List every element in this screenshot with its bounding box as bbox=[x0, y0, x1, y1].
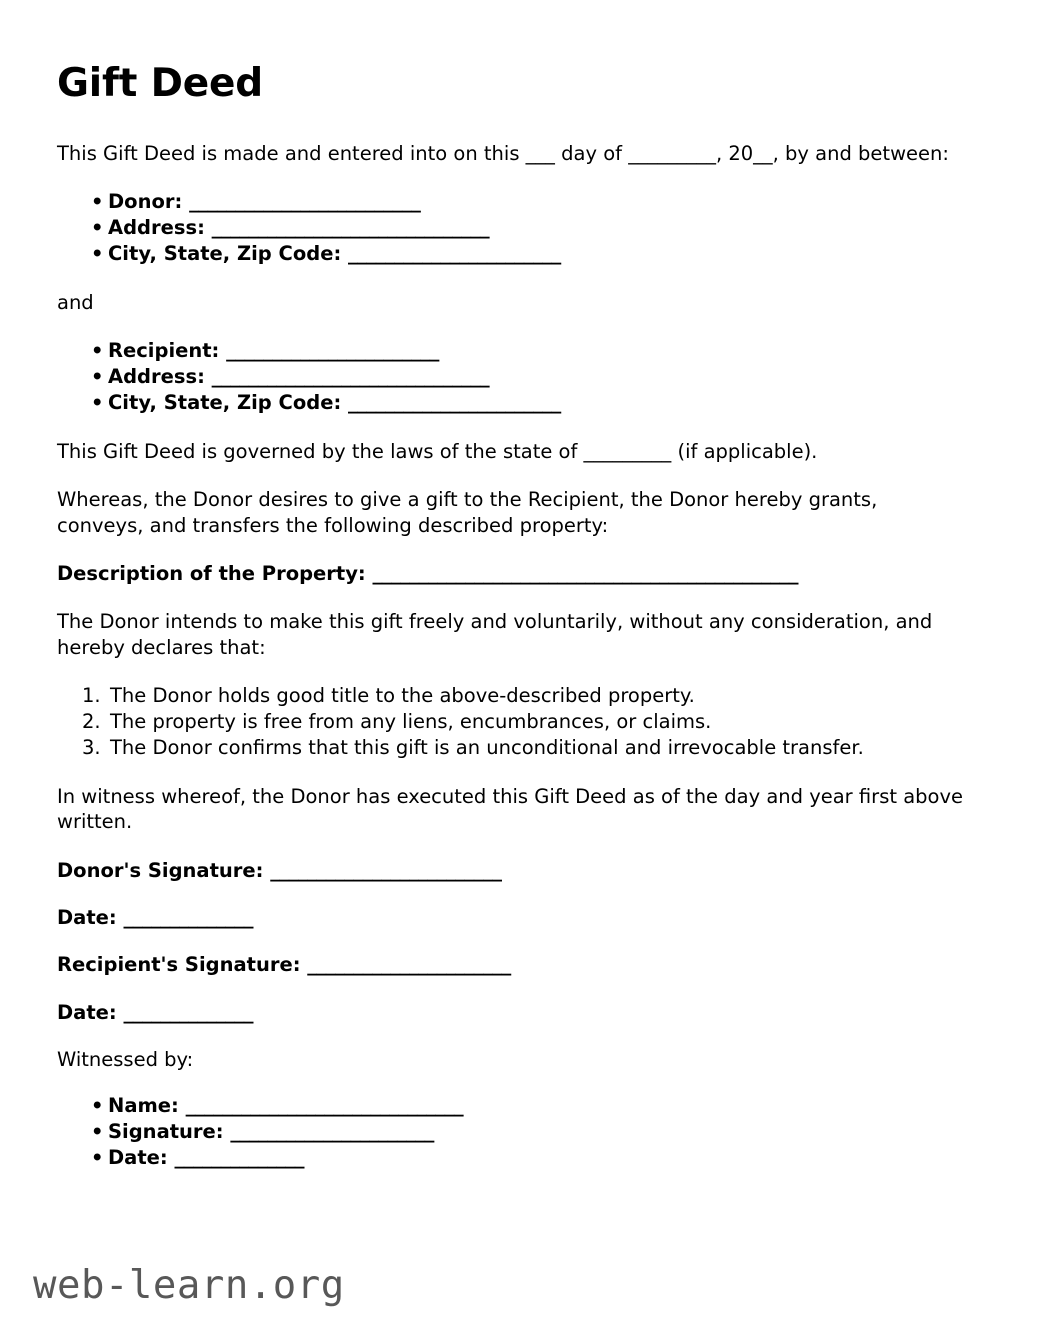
conjunction-and: and bbox=[57, 290, 94, 314]
witness-date-label: Date: bbox=[108, 1146, 168, 1170]
recipient-signature-label: Recipient's Signature: bbox=[57, 953, 301, 977]
donor-signature-label: Donor's Signature: bbox=[57, 858, 264, 882]
recipient-signature-blank: ______________________ bbox=[307, 953, 511, 977]
donor-address-blank: ______________________________ bbox=[211, 216, 490, 240]
declaration-list bbox=[57, 683, 964, 761]
donor-signature-blank: _________________________ bbox=[270, 858, 502, 882]
property-description-blank: ______________________________________________ bbox=[372, 562, 799, 586]
witness-whereof-paragraph: In witness whereof, the Donor has executed this Gift Deed as of the day and year first above written. bbox=[57, 784, 963, 834]
list-item bbox=[57, 1093, 964, 1119]
witness-date-blank: ______________ bbox=[174, 1146, 304, 1170]
document-content bbox=[57, 62, 964, 1194]
donor-city-state-zip-label: City, State, Zip Code: bbox=[108, 242, 342, 266]
donor-field-list bbox=[57, 189, 964, 267]
recipient-date-line bbox=[57, 1000, 964, 1025]
donor-date-label: Date: bbox=[57, 905, 117, 929]
donor-name-label: Donor: bbox=[108, 190, 183, 214]
recipient-city-state-zip-blank: _______________________ bbox=[348, 391, 561, 415]
recipient-address-label: Address: bbox=[108, 365, 205, 389]
list-item bbox=[57, 1145, 964, 1171]
witness-signature-blank: ______________________ bbox=[230, 1120, 434, 1144]
list-item: The property is free from any liens, encumbrances, or claims. bbox=[110, 710, 712, 734]
page-title: Gift Deed bbox=[57, 61, 263, 106]
declaration-intro-paragraph: The Donor intends to make this gift freely and voluntarily, without any consideration, and hereby declares that: bbox=[57, 610, 933, 659]
list-item bbox=[57, 364, 964, 390]
witness-signature-label: Signature: bbox=[108, 1120, 224, 1144]
intro-paragraph: This Gift Deed is made and entered into on this ___ day of _________, 20__, by and between: bbox=[57, 141, 949, 165]
recipient-address-blank: ______________________________ bbox=[211, 365, 490, 389]
property-description-line bbox=[57, 561, 964, 586]
donor-city-state-zip-blank: _______________________ bbox=[348, 242, 561, 266]
witnessed-by-label: Witnessed by: bbox=[57, 1047, 194, 1071]
witness-name-label: Name: bbox=[108, 1094, 179, 1118]
witness-field-list bbox=[57, 1093, 964, 1171]
list-item bbox=[57, 189, 964, 215]
recipient-name-label: Recipient: bbox=[108, 339, 220, 363]
recipient-field-list bbox=[57, 338, 964, 416]
recipient-signature-line bbox=[57, 952, 964, 977]
recipient-date-label: Date: bbox=[57, 1000, 117, 1024]
witness-name-blank: ______________________________ bbox=[185, 1094, 464, 1118]
list-item: The Donor confirms that this gift is an unconditional and irrevocable transfer. bbox=[110, 735, 864, 759]
donor-address-label: Address: bbox=[108, 216, 205, 240]
list-item: The Donor holds good title to the above-described property. bbox=[110, 684, 695, 708]
recipient-name-blank: _______________________ bbox=[226, 339, 439, 363]
donor-date-line bbox=[57, 905, 964, 930]
list-item bbox=[57, 338, 964, 364]
donor-signature-line bbox=[57, 858, 964, 883]
recipient-date-blank: ______________ bbox=[123, 1000, 253, 1024]
governing-law-paragraph: This Gift Deed is governed by the laws of the state of _________ (if applicable). bbox=[57, 440, 818, 464]
property-description-label: Description of the Property: bbox=[57, 562, 366, 586]
recipient-city-state-zip-label: City, State, Zip Code: bbox=[108, 391, 342, 415]
donor-name-blank: _________________________ bbox=[189, 190, 421, 214]
whereas-paragraph: Whereas, the Donor desires to give a gift to the Recipient, the Donor hereby grants, conveys, and transfers the following described property: bbox=[57, 488, 878, 537]
list-item bbox=[57, 215, 964, 241]
donor-date-blank: ______________ bbox=[123, 905, 253, 929]
list-item bbox=[57, 1119, 964, 1145]
list-item bbox=[57, 241, 964, 267]
list-item bbox=[57, 390, 964, 416]
site-watermark: web-learn.org bbox=[33, 1263, 345, 1308]
